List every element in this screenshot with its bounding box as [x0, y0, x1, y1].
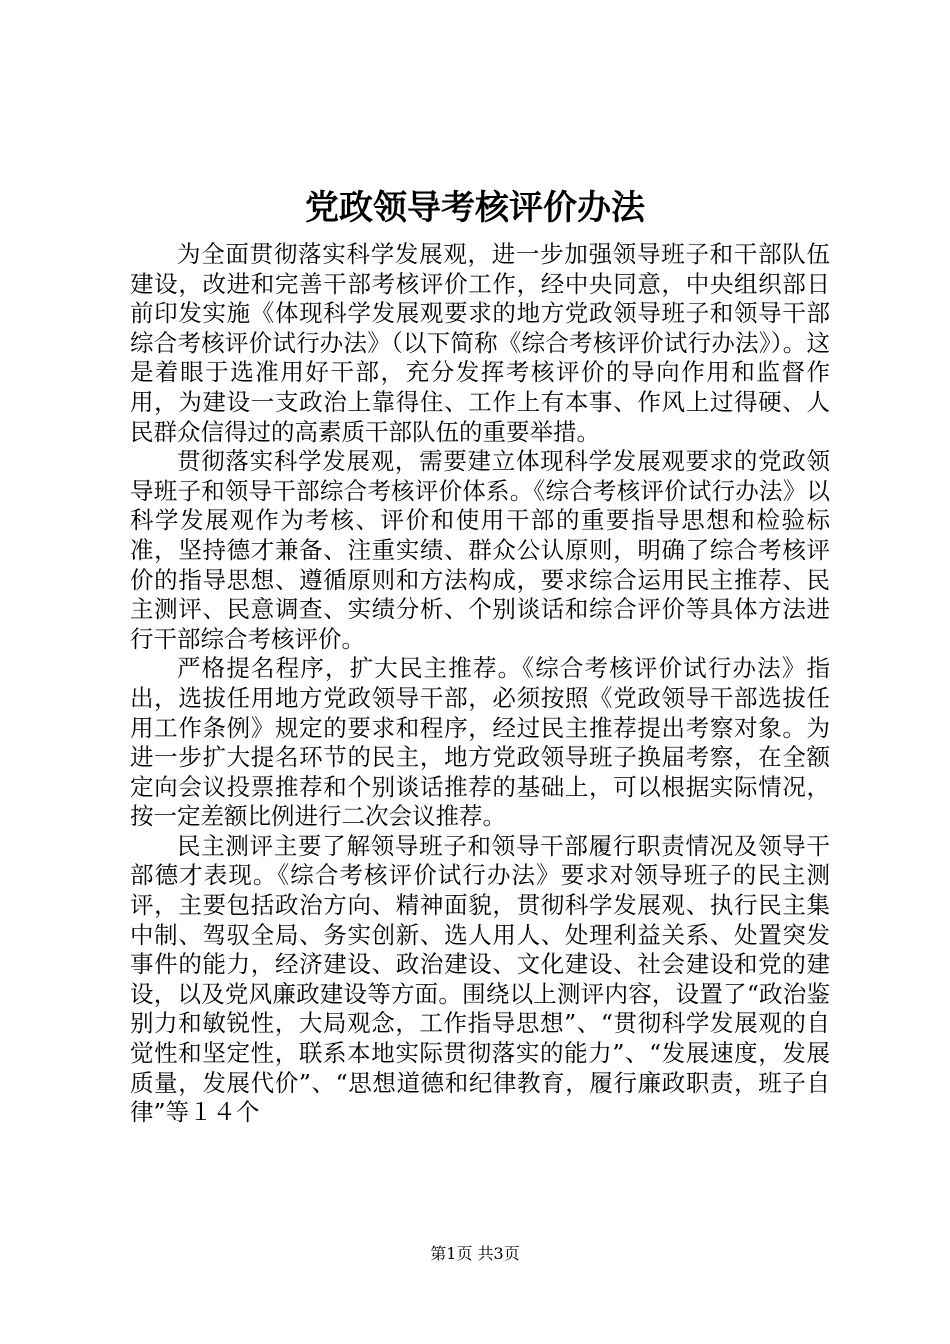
paragraph-4: 民主测评主要了解领导班子和领导干部履行职责情况及领导干部德才表现。《综合考核评价试行办法》要求对领导班子的民主测评，主要包括政治方向、精神面貌，贯彻科学发展观、执行民主集中制、驾驭全局、务实创新、选人用人、处理利益关系、处置突发事件的能力，经济建设、政治建设、文化建设、社会建设和党的建设，以及党风廉政建设等方面。围绕以上测评内容，设置了“政治鉴别力和敏锐性，大局观念，工作指导思想”、“贯彻科学发展观的自觉性和坚定性，联系本地实际贯彻落实的能力”、“发展速度，发展质量，发展代价”、“思想道德和纪律教育，履行廉政职责，班子自律”等１４个 — [130, 831, 830, 1127]
paragraph-3: 严格提名程序，扩大民主推荐。《综合考核评价试行办法》指出，选拔任用地方党政领导干部，必须按照《党政领导干部选拔任用工作条例》规定的要求和程序，经过民主推荐提出考察对象。为进一步扩大提名环节的民主，地方党政领导班子换届考察，在全额定向会议投票推荐和个别谈话推荐的基础上，可以根据实际情况，按一定差额比例进行二次会议推荐。 — [130, 654, 830, 831]
document-body — [130, 240, 830, 1128]
paragraph-1: 为全面贯彻落实科学发展观，进一步加强领导班子和干部队伍建设，改进和完善干部考核评价工作，经中央同意，中央组织部日前印发实施《体现科学发展观要求的地方党政领导班子和领导干部综合考核评价试行办法》（以下简称《综合考核评价试行办法》）。这是着眼于选准用好干部，充分发挥考核评价的导向作用和监督作用，为建设一支政治上靠得住、工作上有本事、作风上过得硬、人民群众信得过的高素质干部队伍的重要举措。 — [130, 240, 830, 446]
page-title: 党政领导考核评价办法 — [305, 188, 645, 228]
paragraph-2: 贯彻落实科学发展观，需要建立体现科学发展观要求的党政领导班子和领导干部综合考核评价体系。《综合考核评价试行办法》以科学发展观作为考核、评价和使用干部的重要指导思想和检验标准，坚持德才兼备、注重实绩、群众公认原则，明确了综合考核评价的指导思想、遵循原则和方法构成，要求综合运用民主推荐、民主测评、民意调查、实绩分析、个别谈话和综合评价等具体方法进行干部综合考核评价。 — [130, 447, 830, 653]
page-number: 第1页 共3页 — [430, 1244, 520, 1263]
